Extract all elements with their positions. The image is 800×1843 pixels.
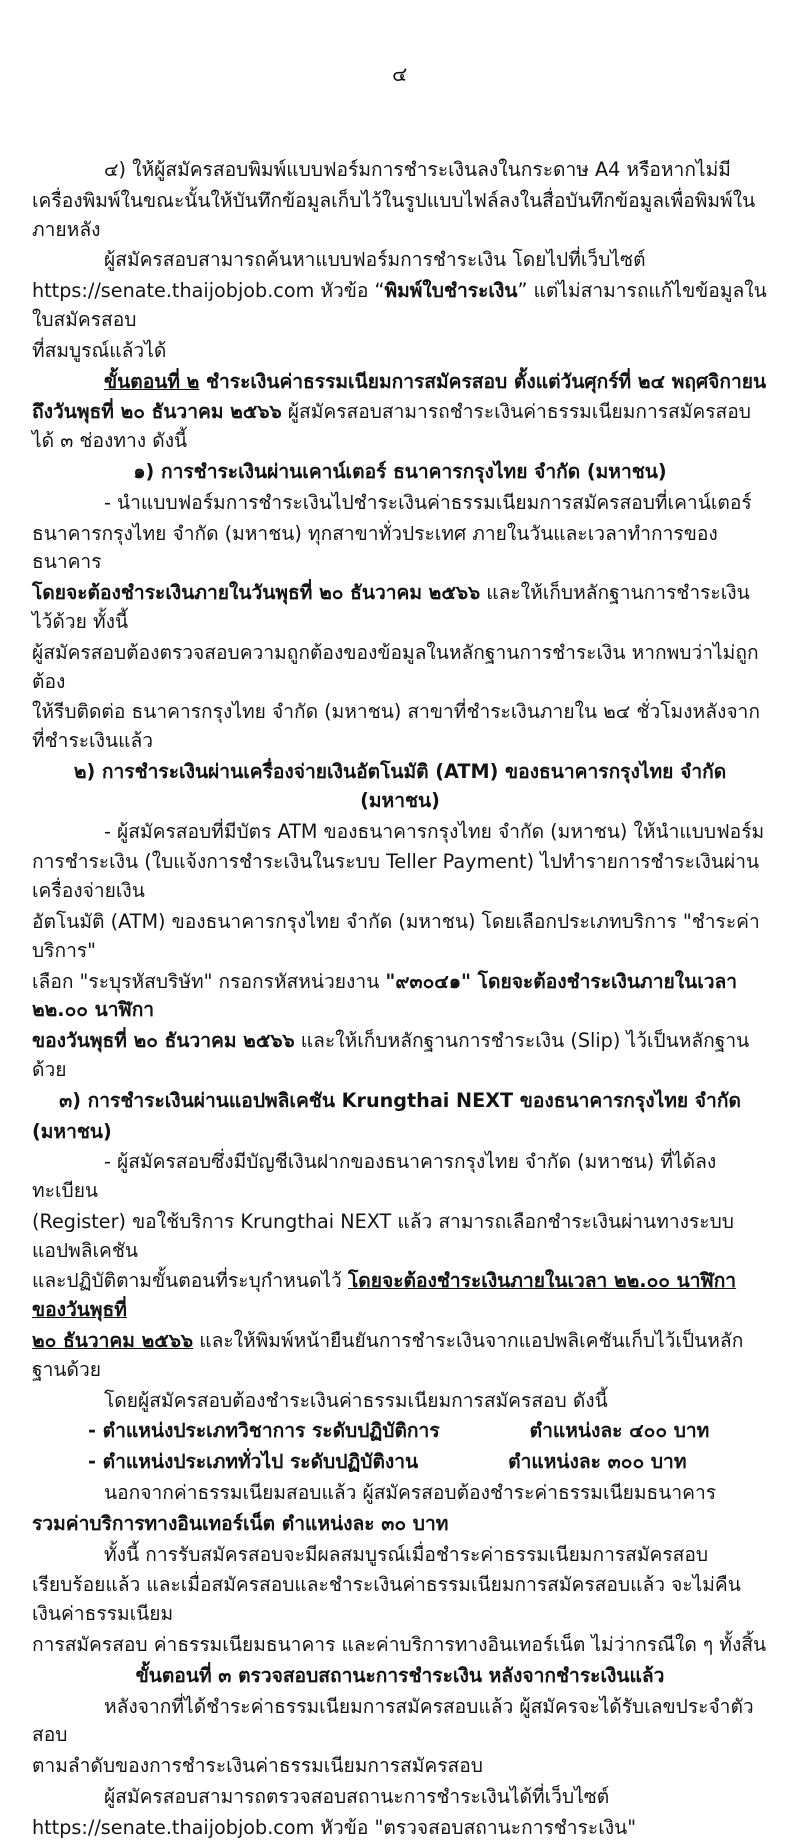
channel-3-line3-prefix: และปฏิบัติตามขั้นตอนที่ระบุกำหนดไว้ (32, 1269, 348, 1293)
step3-line4 (32, 1814, 768, 1843)
note-line3: การสมัครสอบ ค่าธรรมเนียมธนาคาร และค่าบริการทางอินเทอร์เน็ต ไม่ว่ากรณีใด ๆ ทั้งสิ้น (32, 1633, 767, 1657)
fee-item-general-amount: ตำแหน่งละ ๓๐๐ บาท (508, 1450, 687, 1474)
channel-2-line1: - ผู้สมัครสอบที่มีบัตร ATM ของธนาคารกรุงไทย จำกัด (มหาชน) ให้นำแบบฟอร์ม (104, 819, 765, 843)
channel-1-deadline: โดยจะต้องชำระเงินภายในวันพุธที่ ๒๐ ธันวาคม ๒๕๖๖ (32, 581, 481, 605)
channel-3-heading-line1: ๓) การชำระเงินผ่านแอปพลิเคชัน Krungthai NEXT ของธนาคารกรุงไทย จำกัด (59, 1088, 741, 1112)
step3-topic: หัวข้อ "ตรวจสอบสถานะการชำระเงิน" (314, 1815, 637, 1839)
step2-heading-line1 (32, 368, 768, 397)
extra-fee-line2: รวมค่าบริการทางอินเทอร์เน็ต ตำแหน่งละ ๓๐ บาท (32, 1511, 449, 1535)
step2-channels-text: ผู้สมัครสอบสามารถชำระเงินค่าธรรมเนียมการสมัครสอบได้ ๓ ช่องทาง ดังนี้ (32, 400, 751, 453)
step2-heading-line2 (32, 398, 768, 456)
channel-2-company-code-prefix: เลือก "ระบุรหัสบริษัท" กรอกรหัสหน่วยงาน (32, 969, 386, 993)
document-body (32, 156, 768, 1843)
channel-1-line5: ให้รีบติดต่อ ธนาคารกรุงไทย จำกัด (มหาชน) สาขาที่ชำระเงินภายใน ๒๔ ชั่วโมงหลังจากที่ชำระเงินแล้ว (32, 700, 760, 753)
channel-1-line1: - นำแบบฟอร์มการชำระเงินไปชำระเงินค่าธรรมเนียมการสมัครสอบที่เคาน์เตอร์ (104, 490, 752, 514)
channel-3-deadline-time: โดยจะต้องชำระเงินภายในเวลา ๒๒.๐๐ นาฬิกา ของวันพุธที่ (32, 1269, 737, 1322)
website-url-2: https://senate.thaijobjob.com (32, 1815, 315, 1839)
channel-2-line2: การชำระเงิน (ใบแจ้งการชำระเงินในระบบ Teller Payment) ไปทำรายการชำระเงินผ่านเครื่องจ่ายเงิน (32, 850, 760, 903)
note-line1: ทั้งนี้ การรับสมัครสอบจะมีผลสมบูรณ์เมื่อชำระค่าธรรมเนียมการสมัครสอบ (104, 1542, 709, 1566)
channel-3-line4 (32, 1327, 768, 1385)
fee-item-academic-amount: ตำแหน่งละ ๔๐๐ บาท (529, 1419, 710, 1443)
step2-heading-text: ชำระเงินค่าธรรมเนียมการสมัครสอบ ตั้งแต่วันศุกร์ที่ ๒๔ พฤศจิกายน (199, 369, 767, 393)
fee-item-academic (32, 1417, 768, 1446)
channel-3-line2: (Register) ขอใช้บริการ Krungthai NEXT แล้ว สามารถเลือกชำระเงินผ่านทางระบบแอปพลิเคชัน (32, 1209, 734, 1262)
step3-line3: ผู้สมัครสอบสามารถตรวจสอบสถานะการชำระเงินได้ที่เว็บไซต์ (104, 1785, 610, 1809)
step2-end-date: ถึงวันพุธที่ ๒๐ ธันวาคม ๒๕๖๖ (32, 400, 282, 424)
channel-2-deadline-time: โดยจะต้องชำระเงินภายในเวลา ๒๒.๐๐ นาฬิกา (32, 969, 738, 1022)
paragraph-search-form-line1: ผู้สมัครสอบสามารถค้นหาแบบฟอร์มการชำระเงิน โดยไปที่เว็บไซต์ (104, 248, 646, 272)
note-line2: เรียบร้อยแล้ว และเมื่อสมัครสอบและชำระเงินค่าธรรมเนียมการสมัครสอบแล้ว จะไม่คืนเงินค่าธรรมเนียม (32, 1573, 741, 1626)
channel-1-line3-rest: และให้เก็บหลักฐานการชำระเงินไว้ด้วย ทั้งนี้ (32, 581, 750, 633)
paragraph-search-form-line2 (32, 277, 768, 335)
extra-fee-line1: นอกจากค่าธรรมเนียมสอบแล้ว ผู้สมัครสอบต้องชำระค่าธรรมเนียมธนาคาร (104, 1481, 717, 1505)
step3-line2: ตามลำดับของการชำระเงินค่าธรรมเนียมการสมัครสอบ (32, 1754, 483, 1778)
channel-2-line3: อัตโนมัติ (ATM) ของธนาคารกรุงไทย จำกัด (มหาชน) โดยเลือกประเภทบริการ "ชำระค่าบริการ" (32, 909, 760, 962)
topic-prefix: หัวข้อ “ (314, 279, 385, 303)
topic-suffix: ” แต่ไม่สามารถแก้ไขข้อมูลในใบสมัครสอบ (32, 279, 767, 331)
fee-intro: โดยผู้สมัครสอบต้องชำระเงินค่าธรรมเนียมการสมัครสอบ ดังนี้ (104, 1388, 608, 1412)
paragraph-search-form-line3: ที่สมบูรณ์แล้วได้ (32, 338, 167, 362)
paragraph-print-form-line1: ๔) ให้ผู้สมัครสอบพิมพ์แบบฟอร์มการชำระเงินลงในกระดาษ A4 หรือหากไม่มี (104, 158, 731, 181)
channel-2-line4 (32, 968, 768, 1026)
channel-3-heading-line2: (มหาชน) (32, 1119, 112, 1143)
channel-1-line3 (32, 579, 768, 637)
channel-1-line4: ผู้สมัครสอบต้องตรวจสอบความถูกต้องของข้อมูลในหลักฐานการชำระเงิน หากพบว่าไม่ถูกต้อง (32, 640, 759, 693)
topic-print-receipt: พิมพ์ใบชำระเงิน (384, 279, 518, 303)
paragraph-print-form-line2: เครื่องพิมพ์ในขณะนั้นให้บันทึกข้อมูลเก็บไว้ในรูปแบบไฟล์ลงในสื่อบันทึกข้อมูลเพื่อพิมพ์ในภายหลัง (32, 188, 756, 241)
website-url-1: https://senate.thaijobjob.com (32, 279, 315, 303)
channel-1-heading: ๑) การชำระเงินผ่านเคาน์เตอร์ ธนาคารกรุงไทย จำกัด (มหาชน) (133, 459, 667, 483)
channel-3-line3 (32, 1267, 768, 1325)
channel-2-company-code: "๙๓๐๔๑" (385, 969, 471, 993)
channel-1-line2: ธนาคารกรุงไทย จำกัด (มหาชน) ทุกสาขาทั่วประเทศ ภายในวันและเวลาทำการของธนาคาร (32, 521, 718, 574)
step3-line1: หลังจากที่ได้ชำระค่าธรรมเนียมการสมัครสอบแล้ว ผู้สมัครจะได้รับเลขประจำตัวสอบ (32, 1694, 754, 1747)
channel-3-line4-rest: และให้พิมพ์หน้ายืนยันการชำระเงินจากแอปพลิเคชันเก็บไว้เป็นหลักฐานด้วย (32, 1329, 744, 1381)
channel-3-line1: - ผู้สมัครสอบซึ่งมีบัญชีเงินฝากของธนาคารกรุงไทย จำกัด (มหาชน) ที่ได้ลงทะเบียน (32, 1150, 717, 1203)
fee-item-academic-label: - ตำแหน่งประเภทวิชาการ ระดับปฏิบัติการ (88, 1419, 440, 1443)
fee-item-general-label: - ตำแหน่งประเภททั่วไป ระดับปฏิบัติงาน (88, 1450, 419, 1474)
channel-2-line5 (32, 1027, 768, 1085)
page-number: ๔ (392, 62, 408, 86)
step3-heading: ขั้นตอนที่ ๓ ตรวจสอบสถานะการชำระเงิน หลังจากชำระเงินแล้ว (135, 1663, 665, 1687)
channel-3-deadline-date: ๒๐ ธันวาคม ๒๕๖๖ (32, 1329, 194, 1353)
step2-label: ขั้นตอนที่ ๒ (104, 369, 200, 393)
channel-2-deadline-date: ของวันพุธที่ ๒๐ ธันวาคม ๒๕๖๖ (32, 1029, 295, 1053)
channel-2-line5-rest: และให้เก็บหลักฐานการชำระเงิน (Slip) ไว้เป็นหลักฐานด้วย (32, 1029, 750, 1081)
channel-2-heading: ๒) การชำระเงินผ่านเครื่องจ่ายเงินอัตโนมัติ (ATM) ของธนาคารกรุงไทย จำกัด (มหาชน) (73, 759, 727, 812)
